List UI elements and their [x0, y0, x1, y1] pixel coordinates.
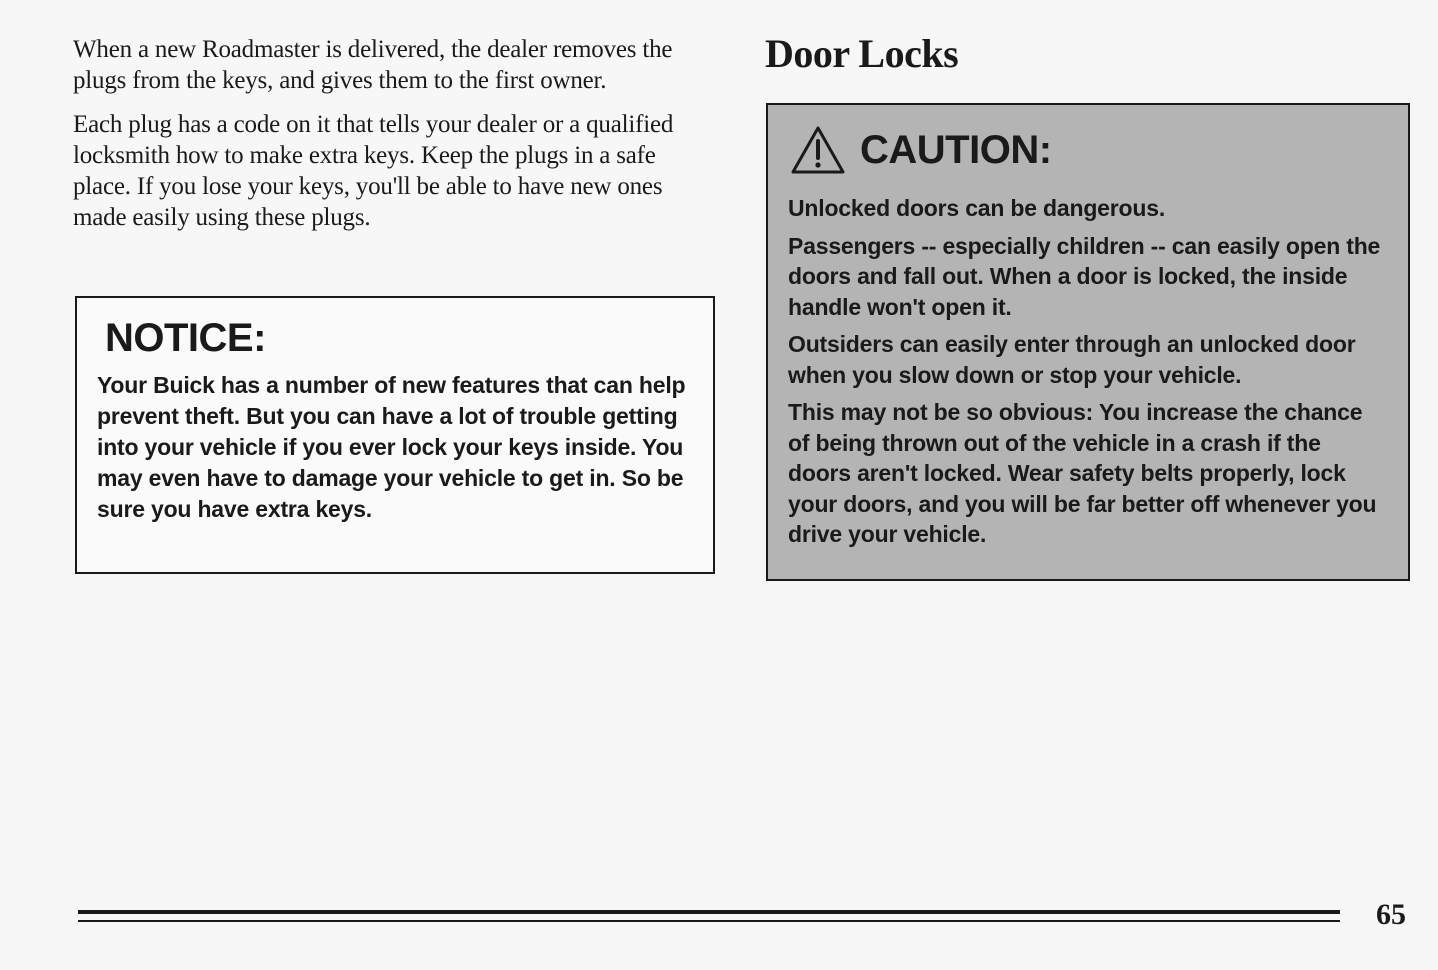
left-column [73, 34, 713, 246]
caution-paragraph: Unlocked doors can be dangerous. [788, 195, 1166, 221]
caution-paragraph: This may not be so obvious: You increase the chance of being thrown out of the vehicle in a crash if the doors aren't locked. Wear safety belts properly, lock your doors, and you will be far better off whenever you drive your vehicle. [788, 399, 1377, 547]
footer-rule-thick [78, 910, 1340, 914]
caution-title: CAUTION: [860, 127, 1052, 172]
caution-body [788, 193, 1388, 557]
key-plugs-paragraph: When a new Roadmaster is delivered, the dealer removes the plugs from the keys, and gives them to the first owner. [73, 36, 673, 94]
caution-header [790, 125, 1052, 175]
notice-box [75, 296, 715, 574]
footer-rule-thin [78, 920, 1340, 922]
plug-code-paragraph: Each plug has a code on it that tells your dealer or a qualified locksmith how to make extra keys. Keep the plugs in a safe place. If you lose your keys, you'll be able to have new ones made easily using these plugs. [73, 111, 674, 231]
caution-paragraph: Passengers -- especially children -- can easily open the doors and fall out. When a door is locked, the inside handle won't open it. [788, 232, 1381, 320]
footer-rule [78, 910, 1340, 922]
warning-triangle-icon [790, 125, 846, 175]
caution-paragraph: Outsiders can easily enter through an unlocked door when you slow down or stop your vehicle. [788, 331, 1356, 388]
door-locks-heading: Door Locks [765, 31, 959, 76]
page-number: 65 [1376, 898, 1406, 931]
caution-box [766, 103, 1410, 581]
notice-title: NOTICE: [105, 316, 266, 360]
notice-text: Your Buick has a number of new features that can help prevent theft. But you can have a lot of trouble getting into your vehicle if you ever lock your keys inside. You may even have to damage your vehicle to get in. So be sure you have extra keys. [97, 372, 686, 522]
